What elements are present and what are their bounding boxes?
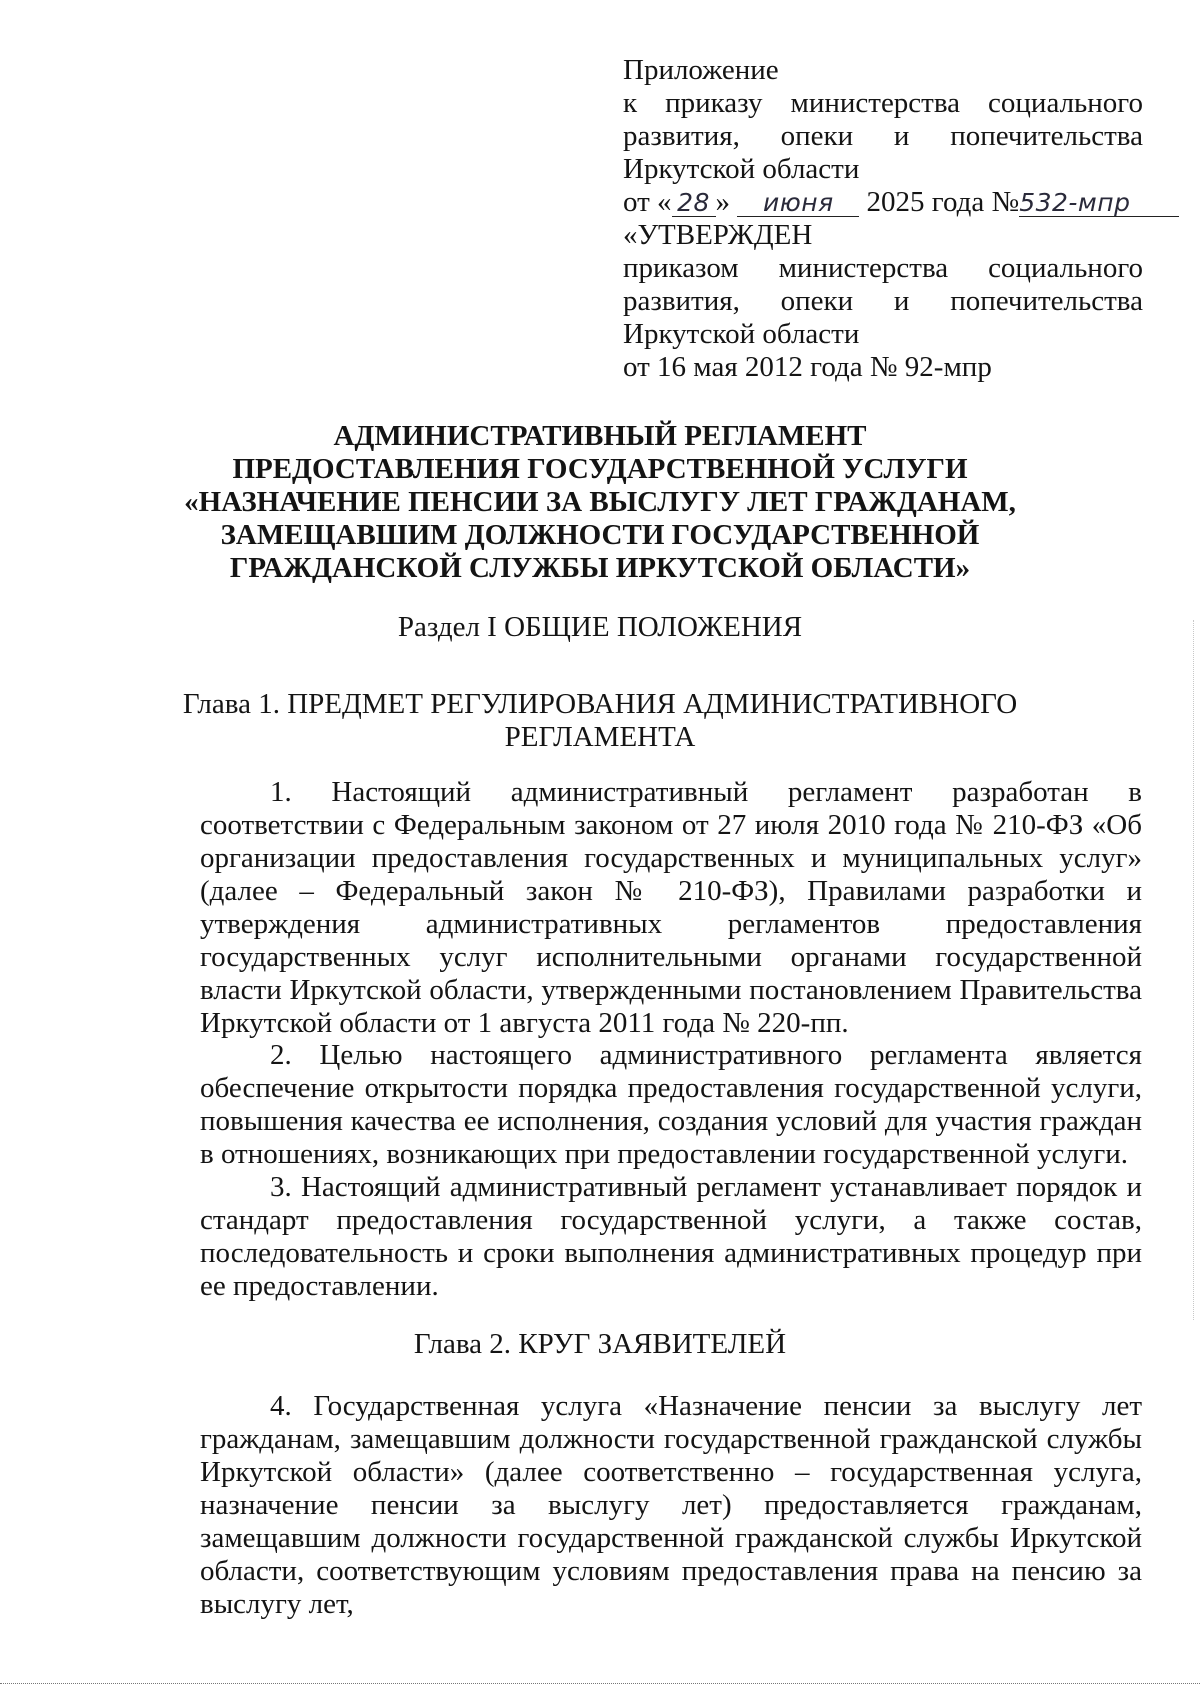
word: опеки bbox=[780, 285, 854, 317]
handwritten-order-number: 532-мпр bbox=[1019, 189, 1179, 217]
word: и bbox=[893, 120, 910, 152]
by-order-line-3: Иркутской области bbox=[623, 318, 860, 350]
by-order-line-1 bbox=[623, 252, 1143, 285]
chapter-title-line: РЕГЛАМЕНТА bbox=[504, 721, 696, 753]
word: приказом bbox=[623, 252, 739, 284]
to-order-line-1 bbox=[623, 87, 1143, 120]
title-line: ПРЕДОСТАВЛЕНИЯ ГОСУДАРСТВЕННОЙ УСЛУГИ bbox=[232, 453, 968, 485]
date-mid: » bbox=[715, 186, 731, 218]
date-year: 2025 года № bbox=[866, 186, 1020, 218]
paragraph-3-text: 3. Настоящий административный регламент устанавливает порядок и стандарт предоставления государственной услуги, а также состав, последовательность и сроки выполнения административных процедур при ее предоставлении. bbox=[200, 1171, 1142, 1302]
word: социального bbox=[988, 252, 1143, 284]
paragraph-1-text: 1. Настоящий административный регламент разработан в соответствии с Федеральным законом от 27 июля 2010 года № 210-ФЗ «Об организации предоставления государственных и муниципальных услуг» (далее – Федеральный закон № 210-ФЗ), Правилами разработки и утверждения административных регламентов предоставления государственных услуг исполнительными органами государственной власти Иркутской области, утвержденными постановлением Правительства Иркутской области от 1 августа 2011 года № 220-пп. bbox=[200, 776, 1142, 1039]
title-line: ГРАЖДАНСКОЙ СЛУЖБЫ ИРКУТСКОЙ ОБЛАСТИ» bbox=[229, 552, 971, 584]
chapter-2-heading bbox=[150, 1328, 1050, 1361]
word: к bbox=[623, 87, 638, 119]
word: развития, bbox=[623, 120, 740, 152]
paragraph-4-text: 4. Государственная услуга «Назначение пенсии за выслугу лет гражданам, замещавшим должности государственной гражданской службы Иркутской области» (далее соответственно – государственная услуга, назначение пенсии за выслугу лет) предоставляется гражданам, замещавшим должности государственной гражданской службы Иркутской области, соответствующим условиям предоставления права на пенсию за выслугу лет, bbox=[200, 1390, 1142, 1620]
title-line: ЗАМЕЩАВШИМ ДОЛЖНОСТИ ГОСУДАРСТВЕННОЙ bbox=[220, 519, 980, 551]
by-order-line-2 bbox=[623, 285, 1143, 318]
by-order-line-4: от 16 мая 2012 года № 92-мпр bbox=[623, 351, 992, 383]
chapter-title-line: Глава 2. КРУГ ЗАЯВИТЕЛЕЙ bbox=[413, 1328, 787, 1360]
word: попечительства bbox=[950, 285, 1143, 317]
word: и bbox=[893, 285, 910, 317]
to-order-line-2 bbox=[623, 120, 1143, 153]
paragraph-2 bbox=[200, 1039, 1142, 1171]
handwritten-month: июня bbox=[737, 189, 859, 217]
to-order-line-3: Иркутской области bbox=[623, 153, 860, 185]
appendix-label: Приложение bbox=[623, 54, 779, 86]
word: социального bbox=[988, 87, 1143, 119]
section-title: Раздел I ОБЩИЕ ПОЛОЖЕНИЯ bbox=[397, 611, 803, 643]
chapter-1-heading bbox=[150, 688, 1050, 754]
word: опеки bbox=[780, 120, 854, 152]
paragraph-1 bbox=[200, 776, 1142, 1040]
word: развития, bbox=[623, 285, 740, 317]
paragraph-4 bbox=[200, 1390, 1142, 1621]
word: министерства bbox=[790, 87, 961, 119]
handwritten-day: 28 bbox=[672, 189, 716, 217]
order-date-line bbox=[623, 186, 1143, 219]
paragraph-3 bbox=[200, 1171, 1142, 1303]
scan-edge-mark bbox=[1193, 620, 1196, 1320]
chapter-title-line: Глава 1. ПРЕДМЕТ РЕГУЛИРОВАНИЯ АДМИНИСТРАТИВНОГО bbox=[182, 688, 1018, 720]
approval-block bbox=[623, 54, 1143, 384]
title-line: АДМИНИСТРАТИВНЫЙ РЕГЛАМЕНТ bbox=[333, 420, 867, 452]
word: приказу bbox=[665, 87, 763, 119]
word: попечительства bbox=[950, 120, 1143, 152]
approved-label: «УТВЕРЖДЕН bbox=[623, 219, 813, 251]
word: министерства bbox=[778, 252, 949, 284]
scan-bottom-rule bbox=[0, 1683, 1200, 1684]
date-prefix: от « bbox=[623, 186, 672, 218]
title-line: «НАЗНАЧЕНИЕ ПЕНСИИ ЗА ВЫСЛУГУ ЛЕТ ГРАЖДАНАМ, bbox=[184, 486, 1016, 518]
paragraph-2-text: 2. Целью настоящего административного регламента является обеспечение открытости порядка предоставления государственной услуги, повышения качества ее исполнения, создания условий для участия граждан в отношениях, возникающих при предоставлении государственной услуги. bbox=[200, 1039, 1142, 1170]
document-title bbox=[150, 420, 1050, 585]
section-heading bbox=[150, 611, 1050, 644]
